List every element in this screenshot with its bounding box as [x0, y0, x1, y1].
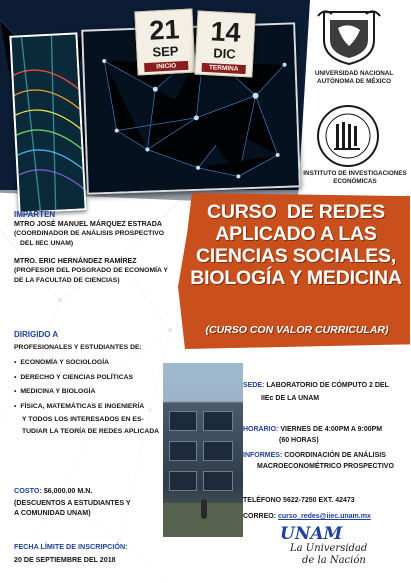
teacher1-role-2: DEL IIEC UNAM) [20, 239, 74, 247]
dirigido-item-3: • MEDICINA Y BIOLOGÍA [14, 386, 174, 398]
iiec-name: INSTITUTO DE INVESTIGACIONES ECONÓMICAS [303, 170, 407, 185]
teacher1-name: MTRO JOSÉ MANUEL MÁRQUEZ ESTRADA [14, 220, 163, 228]
dirigido-intro: PROFESIONALES Y ESTUDIANTES DE: [14, 344, 142, 351]
dirigido-item-1: • ECONOMÍA Y SOCIOLOGÍA [14, 357, 174, 369]
start-date-card [134, 9, 195, 76]
course-subtitle: (CURSO CON VALOR CURRICULAR) [205, 324, 389, 336]
costo-discount-1: (DESCUENTOS A ESTUDIANTES Y [14, 499, 131, 507]
unam-slogan-line2: de la Nación [302, 555, 366, 566]
course-title [186, 201, 406, 289]
unam-shield-icon [316, 6, 382, 66]
teacher2-role-1: (PROFESOR DEL POSGRADO DE ECONOMÍA Y [14, 267, 168, 274]
horario-label: HORARIO: [243, 426, 279, 433]
informes-section [243, 451, 411, 472]
unam-wordmark-icon [274, 525, 404, 577]
informes-value-1: COORDINACIÓN DE ANÁLISIS [284, 452, 386, 459]
sede-value-2: IIEc DE LA UNAM [261, 394, 320, 402]
sede-label: SEDE: [243, 382, 265, 389]
unam-wordmark-text: UNAM [280, 524, 343, 544]
dirigido-item-4: • FÍSICA, MATEMÁTICAS E INGENIERÍA [14, 401, 174, 413]
informes-value-2: MACROECONOMÉTRICO PROSPECTIVO [257, 462, 394, 470]
teacher1-role-1: (COORDINADOR DE ANÁLISIS PROSPECTIVO [14, 230, 165, 237]
correo-section [243, 512, 411, 523]
start-day: 21 [148, 14, 181, 46]
end-day: 14 [209, 16, 242, 48]
start-label: INICIO [144, 61, 188, 72]
horario-section [243, 425, 408, 446]
end-date-card [194, 11, 255, 78]
fecha-limite-section [14, 542, 174, 565]
correo-email-link[interactable]: curso_redes@iiec.unam.mx [278, 513, 371, 520]
sede-section [243, 381, 408, 404]
unam-slogan-line1: La Universidad [290, 543, 368, 554]
costo-discount-2: A COMUNIDAD UNAM) [14, 509, 91, 517]
teacher2-name: MTRO. ERIC HERNÁNDEZ RAMÍREZ [14, 257, 137, 265]
title-line-1: CURSO DE REDES [207, 201, 385, 223]
network-image-colored [9, 32, 86, 213]
dirigido-heading: DIRIGIDO A [14, 330, 59, 339]
horario-value-2: (60 HORAS) [279, 436, 319, 444]
imparten-heading: IMPARTEN [14, 210, 56, 219]
teacher2-role-2: DE LA FACULTAD DE CIENCIAS) [14, 276, 120, 284]
sede-value-1: LABORATORIO DE CÓMPUTO 2 DEL [266, 382, 389, 389]
costo-amount: $6,000.00 M.N. [43, 487, 93, 495]
costo-label: COSTO: [14, 486, 42, 495]
end-label: TERMINA [202, 63, 246, 74]
costo-section [14, 486, 174, 518]
title-line-4: BIOLOGÍA Y MEDICINA [190, 267, 402, 289]
end-month: DIC [212, 45, 237, 62]
title-line-2: APLICADO A LAS [215, 223, 377, 245]
dirigido-closing-2: TUDIAR LA TEORÍA DE REDES APLICADA [22, 428, 160, 435]
start-month: SEP [152, 43, 179, 60]
dirigido-item-2: • DERECHO Y CIENCIAS POLÍTICAS [14, 372, 174, 384]
fecha-limite-value: 20 DE SEPTIEMBRE DEL 2018 [14, 556, 116, 564]
horario-value-1: VIERNES DE 4:00PM A 9:00PM [280, 426, 383, 433]
dirigido-section [14, 330, 174, 438]
informes-label: INFORMES: [243, 452, 283, 459]
telefono: TELÉFONO 5622-7250 EXT. 42473 [243, 497, 355, 504]
imparten-section [14, 210, 184, 285]
dirigido-closing-1: Y TODOS LOS INTERESADOS EN ES- [22, 416, 144, 423]
fecha-limite-label: FECHA LÍMITE DE INSCRIPCIÓN: [14, 542, 128, 551]
iiec-seal-icon [316, 104, 380, 168]
building-photo [163, 363, 243, 537]
title-line-3: CIENCIAS SOCIALES, [195, 245, 397, 267]
unam-name: UNIVERSIDAD NACIONAL AUTÓNOMA DE MÉXICO [314, 70, 394, 85]
correo-label: CORREO: [243, 513, 277, 520]
